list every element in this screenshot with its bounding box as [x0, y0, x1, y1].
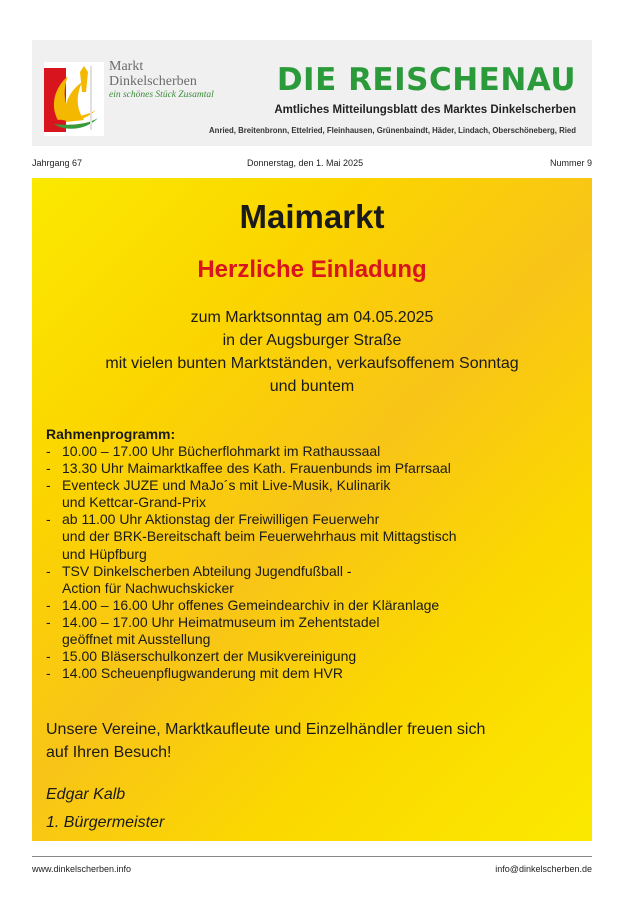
program-line: 10.00 – 17.00 Uhr Bücherflohmarkt im Rathaussaal: [62, 443, 381, 459]
program-line: und Kettcar-Grand-Prix: [62, 494, 206, 511]
email-link[interactable]: info@dinkelscherben.de: [495, 864, 592, 874]
program-item: - 10.00 – 17.00 Uhr Bücherflohmarkt im Rathaussaal: [46, 443, 586, 460]
program-line: geöffnet mit Ausstellung: [62, 631, 211, 648]
program-item: - 14.00 – 17.00 Uhr Heimatmuseum im Zehentstadel geöffnet mit Ausstellung: [46, 614, 586, 648]
publication-subtitle: Amtliches Mitteilungsblatt des Marktes Dinkelscherben: [274, 104, 576, 116]
district-list: Anried, Breitenbronn, Ettelried, Fleinhausen, Grünenbaindt, Häder, Lindach, Oberschöneberg, Ried: [209, 126, 576, 135]
program-item: - TSV Dinkelscherben Abteilung Jugendfußball - Action für Nachwuchskicker: [46, 563, 586, 597]
issue-date: Donnerstag, den 1. Mai 2025: [247, 158, 364, 168]
program-line: 13.30 Uhr Maimarktkaffee des Kath. Frauenbunds im Pfarrsaal: [62, 460, 451, 477]
program-item: - 14.00 Scheuenpflugwanderung mit dem HVR: [46, 665, 586, 682]
closing-line: auf Ihren Besuch!: [46, 744, 172, 761]
program-line: 14.00 Scheuenpflugwanderung mit dem HVR: [62, 665, 343, 682]
program-item: - ab 11.00 Uhr Aktionstag der Freiwilligen Feuerwehr und der BRK-Bereitschaft beim Feuerwehrhaus mit Mittagstisch und Hüpfburg: [46, 511, 586, 562]
program-line: 15.00 Bläserschulkonzert der Musikvereinigung: [62, 648, 357, 665]
brand-tagline: ein schönes Stück Zusamtal: [109, 90, 214, 100]
signature-name: Edgar Kalb: [46, 786, 126, 803]
flyer-intro: [32, 306, 592, 398]
program-line: 14.00 – 17.00 Uhr Heimatmuseum im Zehentstadel: [62, 613, 380, 630]
program-list: [46, 443, 586, 682]
masthead: [32, 40, 592, 146]
footer-divider: [32, 856, 592, 857]
intro-line: in der Augsburger Straße: [222, 332, 402, 349]
program-item: - Eventeck JUZE und MaJo´s mit Live-Musik, Kulinarik und Kettcar-Grand-Prix: [46, 477, 586, 511]
program-line: 14.00 – 16.00 Uhr offenes Gemeindearchiv in der Kläranlage: [62, 596, 440, 613]
signature-title: 1. Bürgermeister: [46, 814, 165, 831]
publication-title: DIE REISCHENAU: [276, 62, 576, 98]
closing-line: Unsere Vereine, Marktkaufleute und Einzelhändler freuen sich: [46, 721, 486, 738]
program-line: Action für Nachwuchskicker: [62, 579, 234, 596]
program-line: ab 11.00 Uhr Aktionstag der Freiwilligen Feuerwehr: [62, 511, 380, 528]
municipality-logo-icon: [44, 62, 104, 136]
brand-wordmark: [109, 59, 214, 101]
program-item: - 14.00 – 16.00 Uhr offenes Gemeindearchiv in der Kläranlage: [46, 597, 586, 614]
program-line: und Hüpfburg: [62, 545, 147, 562]
closing-text: [46, 718, 586, 764]
issue-number: Nummer 9: [549, 158, 592, 168]
brand-line-1: Markt: [109, 59, 144, 74]
program-line: und der BRK-Bereitschaft beim Feuerwehrhaus mit Mittagstisch: [62, 528, 457, 545]
flyer-subheading: Herzliche Einladung: [197, 256, 427, 283]
program-line: Eventeck JUZE und MaJo´s mit Live-Musik, Kulinarik: [62, 477, 391, 494]
issue-volume: Jahrgang 67: [32, 158, 83, 168]
maimarkt-flyer: [32, 178, 592, 841]
flyer-heading: Maimarkt: [239, 198, 385, 235]
intro-line: und buntem: [269, 378, 355, 395]
intro-line: mit vielen bunten Marktständen, verkaufsoffenem Sonntag: [105, 355, 519, 372]
website-link[interactable]: www.dinkelscherben.info: [32, 864, 132, 874]
program-item: - 13.30 Uhr Maimarktkaffee des Kath. Frauenbunds im Pfarrsaal: [46, 460, 586, 477]
program-title: Rahmenprogramm:: [46, 426, 176, 442]
brand-line-2: Dinkelscherben: [109, 74, 197, 89]
intro-line: zum Marktsonntag am 04.05.2025: [190, 309, 434, 326]
program-line: TSV Dinkelscherben Abteilung Jugendfußball -: [62, 562, 352, 579]
program-item: - 15.00 Bläserschulkonzert der Musikvereinigung: [46, 648, 586, 665]
